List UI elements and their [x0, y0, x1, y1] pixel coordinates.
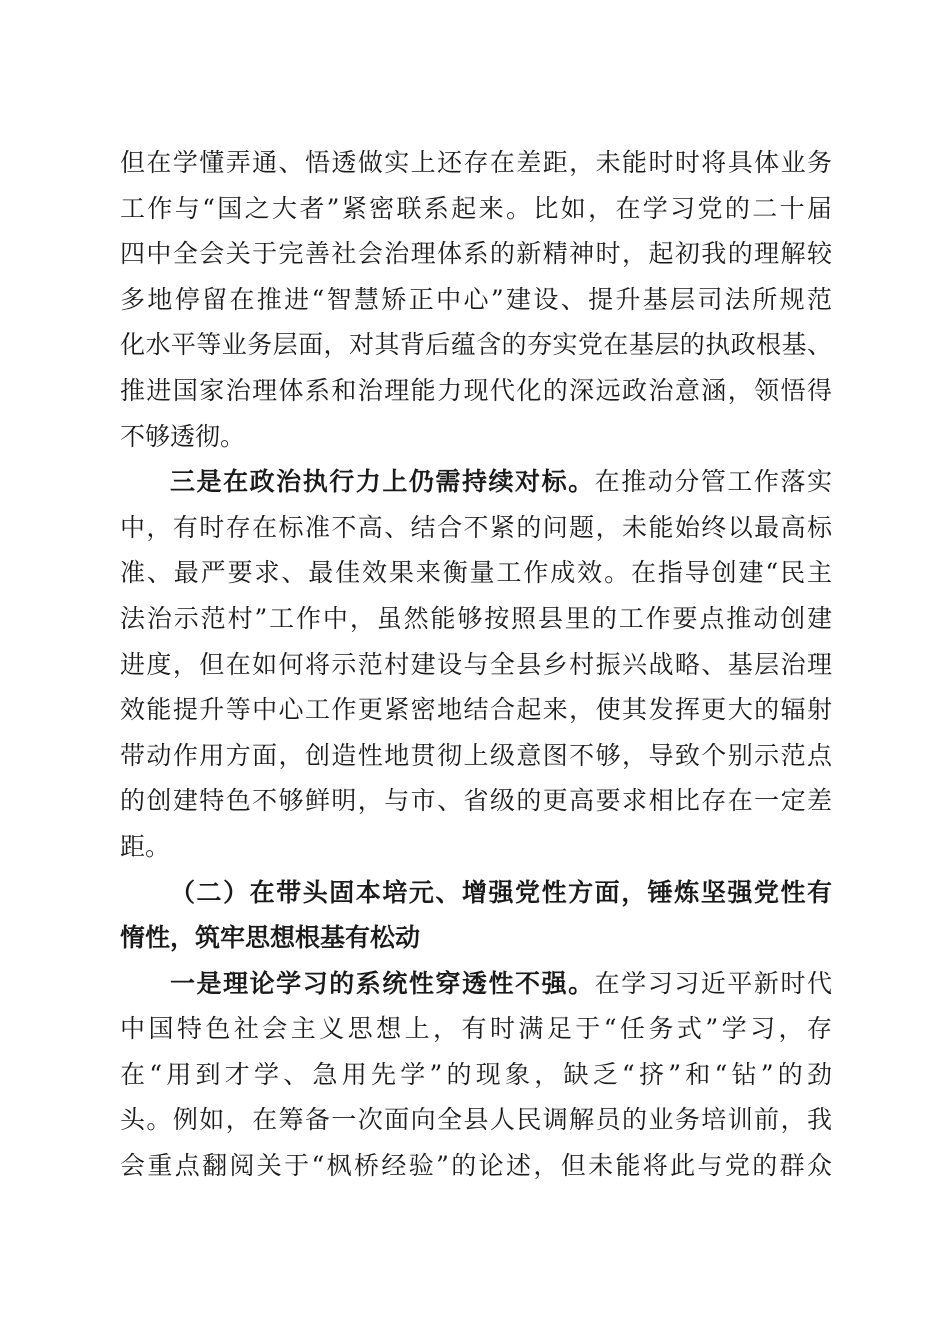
- paragraph-3-line-1: [120, 961, 832, 1007]
- paragraph-1-line-6: 推进国家治理体系和治理能力现代化的深远政治意涵，领悟得: [120, 375, 832, 405]
- paragraph-2-line-3: 准、最严要求、最佳效果来衡量工作成效。在指导创建“民主: [120, 558, 832, 588]
- paragraph-3-line-2: 中国特色社会主义思想上，有时满足于“任务式”学习，存: [120, 1014, 832, 1044]
- paragraph-1-line-5: 化水平等业务层面，对其背后蕴含的夯实党在基层的执政根基、: [120, 330, 832, 360]
- paragraph-2-line-5: 进度，但在如何将示范村建设与全县乡村振兴战略、基层治理: [120, 649, 832, 679]
- paragraph-2-line-2: 中，有时存在标准不高、结合不紧的问题，未能始终以最高标: [120, 512, 832, 542]
- paragraph-3-lead: 一是理论学习的系统性穿透性不强。: [170, 968, 595, 998]
- paragraph-1-line-3: 四中全会关于完善社会治理体系的新精神时，起初我的理解较: [120, 239, 832, 269]
- paragraph-2-lead: 三是在政治执行力上仍需持续对标。: [170, 467, 595, 497]
- paragraph-2-line-7: 带动作用方面，创造性地贯彻上级意图不够，导致个别示范点: [120, 740, 832, 770]
- paragraph-2-line-1-text: 在推动分管工作落实: [594, 467, 832, 497]
- paragraph-3-line-5: 会重点翻阅关于“枫桥经验”的论述，但未能将此与党的群众: [120, 1151, 832, 1181]
- section-heading-line-1: （二）在带头固本培元、增强党性方面，锤炼坚强党性有: [170, 877, 832, 907]
- section-heading-line-2: 惰性，筑牢思想根基有松动: [120, 923, 421, 953]
- paragraph-1-line-1: 但在学懂弄通、悟透做实上还存在差距，未能时时将具体业务: [120, 148, 832, 177]
- paragraph-2-line-1: [120, 459, 832, 505]
- paragraph-2-line-4: 法治示范村”工作中，虽然能够按照县里的工作要点推动创建: [120, 603, 832, 633]
- paragraph-2-line-9: 距。: [120, 831, 171, 861]
- paragraph-1-line-2: 工作与“国之大者”紧密联系起来。比如，在学习党的二十届: [120, 193, 832, 223]
- document-body: [120, 140, 832, 1189]
- paragraph-1-line-7: 不够透彻。: [120, 421, 246, 451]
- paragraph-2-line-8: 的创建特色不够鲜明，与市、省级的更高要求相比存在一定差: [120, 786, 832, 816]
- paragraph-3-line-1-text: 在学习习近平新时代: [594, 968, 832, 998]
- paragraph-3-line-4: 头。例如，在筹备一次面向全县人民调解员的业务培训前，我: [120, 1105, 832, 1135]
- paragraph-3-line-3: 在“用到才学、急用先学”的现象，缺乏“挤”和“钻”的劲: [120, 1059, 832, 1089]
- paragraph-2-line-6: 效能提升等中心工作更紧密地结合起来，使其发挥更大的辐射: [120, 695, 832, 725]
- paragraph-1-line-4: 多地停留在推进“智慧矫正中心”建设、提升基层司法所规范: [120, 284, 832, 314]
